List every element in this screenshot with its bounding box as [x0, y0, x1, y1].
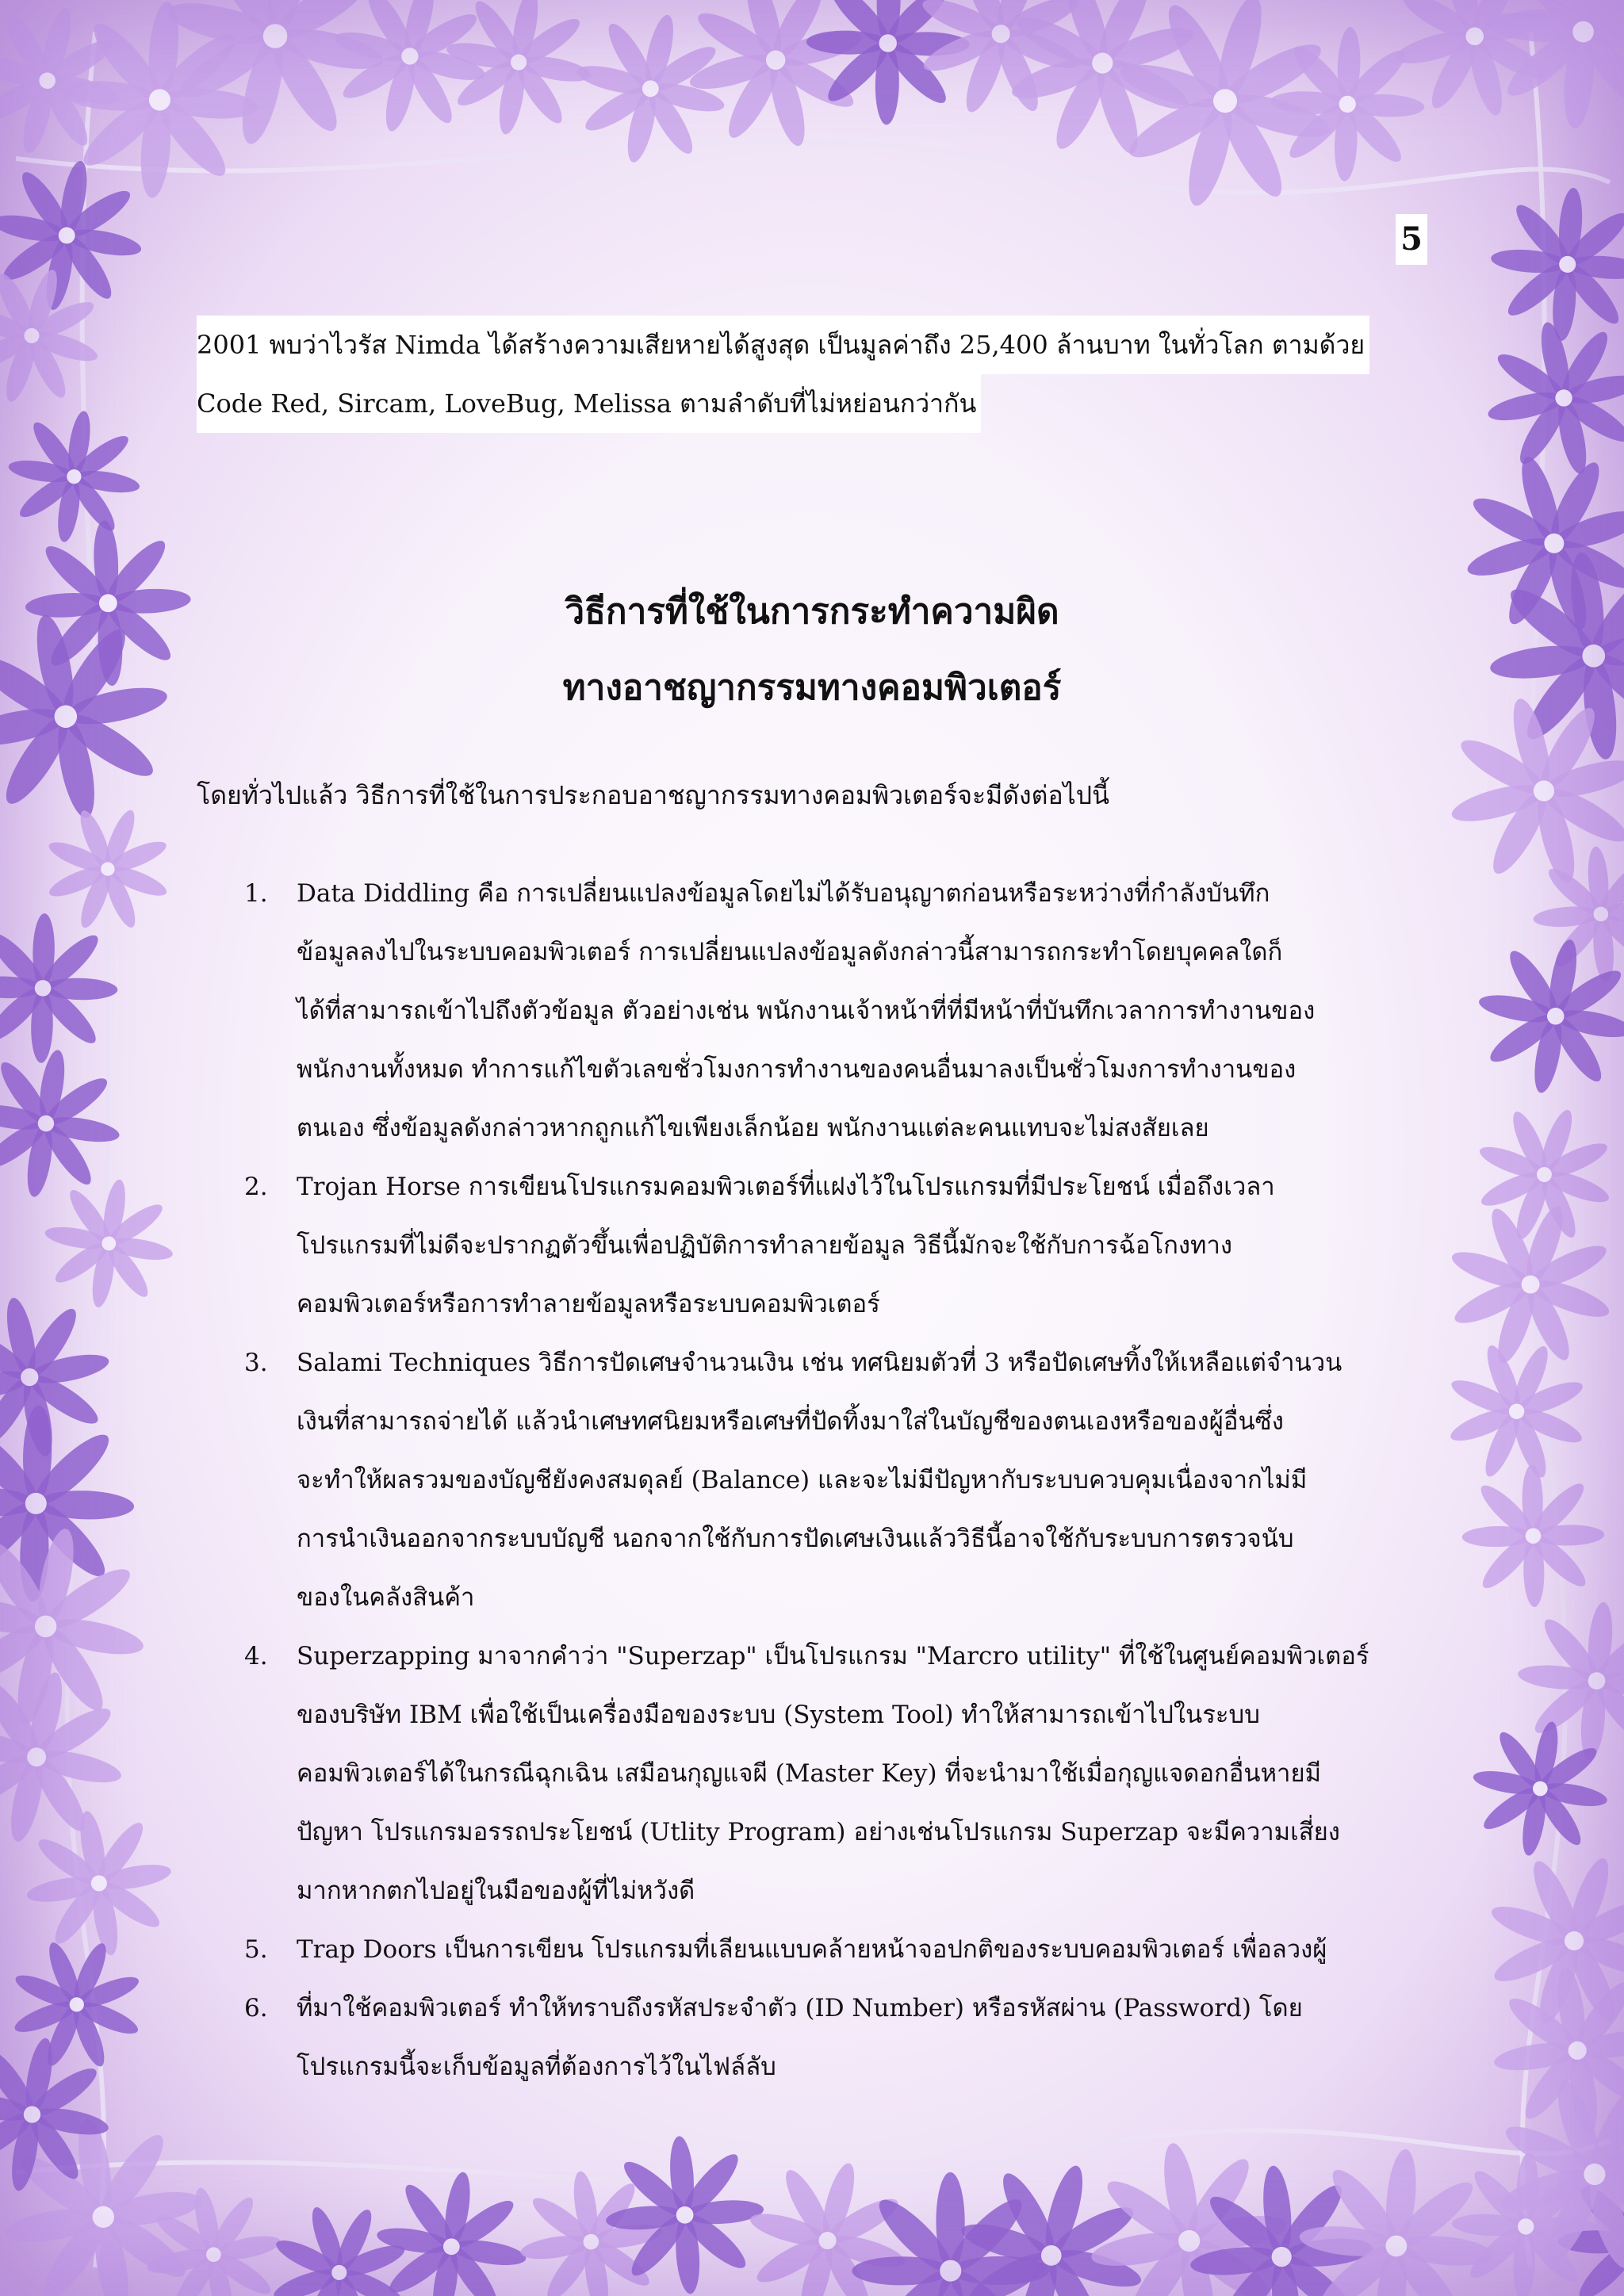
- list-item-line: ปัญหา โปรแกรมอรรถประโยชน์ (Utlity Program) อย่างเช่นโปรแกรม Superzap จะมีความเสี่ยง: [297, 1818, 1340, 1846]
- list-item: [238, 1334, 1427, 1627]
- list-item-line: ของบริษัท IBM เพื่อใช้เป็นเครื่องมือของระบบ (System Tool) ทำให้สามารถเข้าไปในระบบ: [297, 1701, 1260, 1729]
- flower-ornament: [120, 2160, 308, 2296]
- list-item-line: จะทำให้ผลรวมของบัญชียังคงสมดุลย์ (Balance) และจะไม่มีปัญหากับระบบควบคุมเนื่องจากไม่มี: [297, 1466, 1308, 1494]
- flower-ornament: [34, 1169, 184, 1318]
- list-item: [238, 1979, 1427, 2096]
- section-heading-line-2: ทางอาชญากรรมทางคอมพิวเตอร์: [562, 668, 1062, 708]
- flower-ornament: [573, 2103, 796, 2296]
- flower-ornament: [1267, 24, 1427, 184]
- flower-ornament: [365, 2160, 538, 2296]
- list-item-line: Superzapping มาจากคำว่า "Superzap" เป็นโปรแกรม "Marcro utility" ที่ใช้ในศูนย์คอมพิวเตอร์: [297, 1642, 1369, 1670]
- vine-line: [16, 142, 1610, 193]
- list-item-line: เงินที่สามารถจ่ายได้ แล้วนำเศษทศนิยมหรือเศษที่ปัดทิ้งมาใส่ในบัญชีของตนเองหรือของผู้อื่นซึ่ง: [297, 1407, 1284, 1436]
- methods-list: [238, 864, 1427, 2096]
- list-item-number: 4.: [244, 1642, 268, 1670]
- list-item-line: คอมพิวเตอร์หรือการทำลายข้อมูลหรือระบบคอมพิวเตอร์: [297, 1290, 880, 1318]
- list-item-line: Salami Techniques วิธีการปัดเศษจำนวนเงิน เช่น ทศนิยมตัวที่ 3 หรือปัดเศษทิ้งให้เหลือแต่จำนวน: [297, 1349, 1342, 1377]
- list-item: [238, 1158, 1427, 1334]
- intro-line-2: Code Red, Sircam, LoveBug, Melissa ตามลำดับที่ไม่หย่อนกว่ากัน: [197, 374, 981, 433]
- flower-ornament: [0, 1917, 164, 2091]
- intro-paragraph: [197, 316, 1418, 433]
- list-item-number: 3.: [244, 1349, 268, 1377]
- list-item-line: โปรแกรมนี้จะเก็บข้อมูลที่ต้องการไว้ในไฟล์ลับ: [297, 2053, 776, 2081]
- list-item-line: ได้ที่สามารถเข้าไปถึงตัวข้อมูล ตัวอย่างเช่น พนักงานเจ้าหน้าที่ที่มีหน้าที่บันทึกเวลาการทำงานของ: [297, 997, 1316, 1025]
- flower-ornament: [0, 912, 119, 1065]
- list-item-line: ข้อมูลลงไปในระบบคอมพิวเตอร์ การเปลี่ยนแปลงข้อมูลดังกล่าวนี้สามารถกระทำโดยบุคคลใดก็: [297, 938, 1283, 966]
- flower-ornament: [0, 384, 167, 569]
- lead-paragraph: โดยทั่วไปแล้ว วิธีการที่ใช้ในการประกอบอาชญากรรมทางคอมพิวเตอร์จะมีดังต่อไปนี้: [197, 780, 1109, 810]
- section-heading-line-1: วิธีการที่ใช้ในการกระทำความผิด: [565, 591, 1059, 632]
- list-item-number: 1.: [244, 879, 268, 908]
- list-item-number: 2.: [244, 1173, 268, 1201]
- list-item: [238, 1627, 1427, 1920]
- list-item-line: Trap Doors เป็นการเขียน โปรแกรมที่เลียนแบบคล้ายหน้าจอปกติของระบบคอมพิวเตอร์ เพื่อลวงผู้: [297, 1935, 1327, 1964]
- flower-ornament: [1478, 0, 1624, 137]
- list-item: [238, 864, 1427, 1158]
- list-item-number: 6.: [244, 1994, 268, 2022]
- flower-ornament: [1511, 1595, 1624, 1766]
- list-item-line: คอมพิวเตอร์ได้ในกรณีฉุกเฉิน เสมือนกุญแจผี (Master Key) ที่จะนำมาใช้เมื่อกุญแจดอกอื่นหายมี: [297, 1759, 1322, 1788]
- list-item-line: การนำเงินออกจากระบบบัญชี นอกจากใช้กับการปัดเศษเงินแล้ววิธีนี้อาจใช้กับระบบการตรวจนับ: [297, 1525, 1294, 1553]
- list-item-line: พนักงานทั้งหมด ทำการแก้ไขตัวเลขชั่วโมงการทำงานของคนอื่นมาลงเป็นชั่วโมงการทำงานของ: [297, 1055, 1297, 1084]
- list-item-line: Trojan Horse การเขียนโปรแกรมคอมพิวเตอร์ที่แฝงไว้ในโปรแกรมที่มีประโยชน์ เมื่อถึงเวลา: [297, 1173, 1275, 1201]
- list-item-line: มากหากตกไปอยู่ในมือของผู้ที่ไม่หวังดี: [297, 1877, 695, 1905]
- flower-ornament: [1484, 182, 1624, 347]
- list-item-line: Data Diddling คือ การเปลี่ยนแปลงข้อมูลโดยไม่ได้รับอนุญาตก่อนหรือระหว่างที่กำลังบันทึก: [297, 879, 1270, 908]
- list-item-line: โปรแกรมที่ไม่ดีจะปรากฏตัวขึ้นเพื่อปฏิบัติการทำลายข้อมูล วิธีนี้มักจะใช้กับการฉ้อโกงทาง: [297, 1231, 1232, 1260]
- list-item-line: ตนเอง ซึ่งข้อมูลดังกล่าวหากถูกแก้ไขเพียงเล็กน้อย พนักงานแต่ละคนแทบจะไม่สงสัยเลย: [297, 1114, 1209, 1142]
- list-item-line: ของในคลังสินค้า: [297, 1583, 475, 1612]
- flower-ornament: [1433, 1435, 1624, 1636]
- list-item-number: 5.: [244, 1935, 268, 1964]
- vine-line: [16, 2130, 1610, 2183]
- intro-line-1: 2001 พบว่าไวรัส Nimda ได้สร้างความเสียหายได้สูงสุด เป็นมูลค่าถึง 25,400 ล้านบาท ในทั่วโลก ตามด้วย: [197, 316, 1369, 374]
- list-item: [238, 1920, 1427, 1979]
- list-item-line: ที่มาใช้คอมพิวเตอร์ ทำให้ทราบถึงรหัสประจำตัว (ID Number) หรือรหัสผ่าน (Password) โดย: [297, 1994, 1303, 2022]
- page-number: 5: [1396, 214, 1427, 265]
